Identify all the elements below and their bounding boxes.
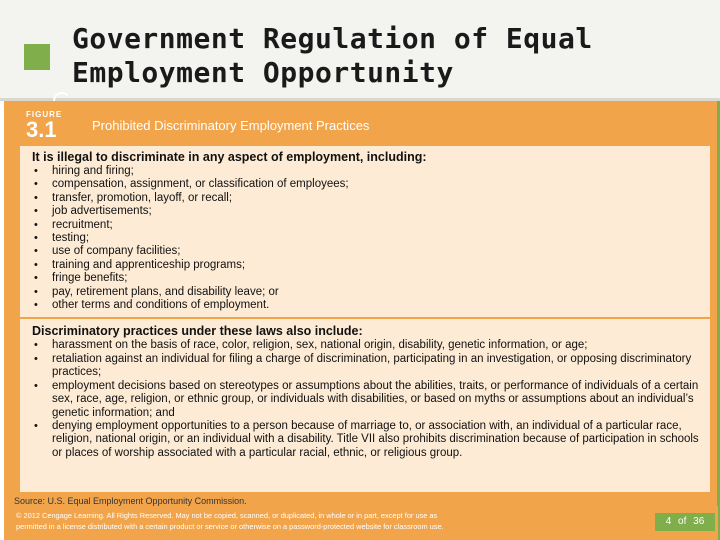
list-item: • retaliation against an individual for filing a charge of discrimination, participating in an investigation, or opposing discriminatory practices; bbox=[32, 353, 710, 380]
list-item: • compensation, assignment, or classification of employees; bbox=[32, 178, 710, 191]
figure-caption: Prohibited Discriminatory Employment Practices bbox=[92, 118, 370, 133]
list-item: • hiring and firing; bbox=[32, 165, 710, 178]
list-item: • training and apprenticeship programs; bbox=[32, 259, 710, 272]
figure-content bbox=[20, 146, 710, 492]
page-number-badge bbox=[655, 513, 715, 531]
list-item: • pay, retirement plans, and disability leave; or bbox=[32, 286, 710, 299]
figure-label: FIGURE bbox=[26, 110, 63, 119]
source-note: Source: U.S. Equal Employment Opportunity Commission. bbox=[14, 496, 247, 506]
slide-title-line-1: Government Regulation of Equal bbox=[72, 22, 593, 55]
page-total: 36 bbox=[693, 516, 705, 527]
list-item: • transfer, promotion, layoff, or recall; bbox=[32, 192, 710, 205]
figure-number: 3.1 bbox=[26, 117, 57, 142]
list-item: • recruitment; bbox=[32, 219, 710, 232]
copyright-notice bbox=[16, 510, 556, 532]
list-item: • testing; bbox=[32, 232, 710, 245]
list-item: • other terms and conditions of employment. bbox=[32, 299, 710, 312]
list-item: • employment decisions based on stereotypes or assumptions about the abilities, traits, or performance of individuals of a certain sex, race, age, religion, or ethnic group, or individuals with disabilities, or based on myths or assumptions about an individual’s genetic information; and bbox=[32, 380, 710, 420]
practices-list bbox=[32, 165, 710, 312]
copyright-line-2: permitted in a license distributed with a certain product or service or otherwise on a password-protected website for classroom use. bbox=[16, 522, 444, 531]
slide-title-line-2: Employment Opportunity bbox=[72, 56, 454, 89]
copyright-line-1: © 2012 Cengage Learning. All Rights Reserved. May not be copied, scanned, or duplicated, in whole or in part, except for use as bbox=[16, 511, 438, 520]
discriminatory-practices-list bbox=[32, 339, 710, 460]
list-item: • use of company facilities; bbox=[32, 245, 710, 258]
page-of: of bbox=[678, 516, 687, 527]
section-heading-2: Discriminatory practices under these laws also include: bbox=[32, 324, 363, 339]
section-heading-1: It is illegal to discriminate in any aspect of employment, including: bbox=[32, 150, 427, 164]
page-current: 4 bbox=[665, 516, 672, 527]
list-item: • denying employment opportunities to a person because of marriage to, or association with, an individual of a particular race, religion, national origin, or an individual with a disability. Title VII also prohibits discrimination because of participation in schools or places of worship associated with a particular racial, ethnic, or religious group. bbox=[32, 420, 710, 460]
list-item: • fringe benefits; bbox=[32, 272, 710, 285]
figure-tag bbox=[26, 110, 62, 141]
slide-title bbox=[72, 22, 712, 90]
list-item: • job advertisements; bbox=[32, 205, 710, 218]
section-divider bbox=[20, 317, 710, 319]
title-accent-icon bbox=[24, 44, 50, 70]
list-item: • harassment on the basis of race, color, religion, sex, national origin, disability, genetic information, or age; bbox=[32, 339, 710, 352]
